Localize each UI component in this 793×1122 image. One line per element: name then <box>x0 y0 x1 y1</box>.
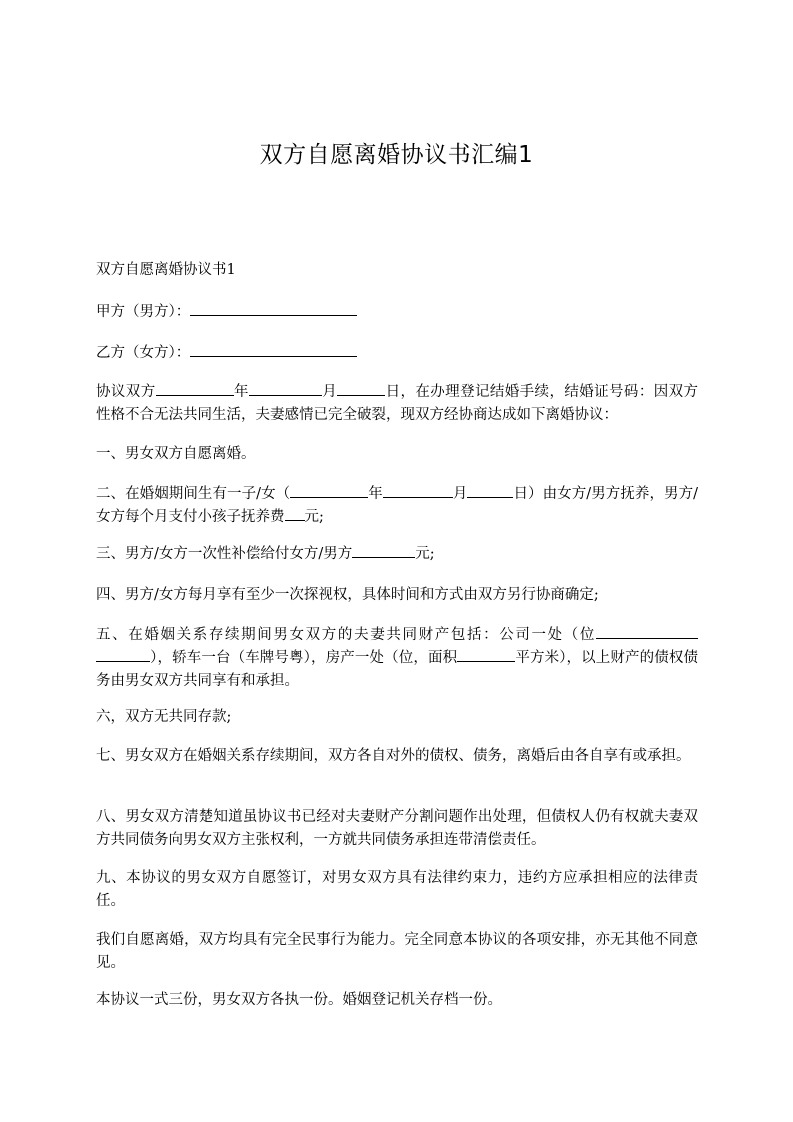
clause-8: 八、男女双方清楚知道虽协议书已经对夫妻财产分割问题作出处理，但债权人仍有权就夫妻双方共同债务向男女双方主张权利，一方就共同债务承担连带清偿责任。 <box>96 809 698 848</box>
clause-3-text: 三、男方/女方一次性补偿给付女方/男方 <box>96 546 353 562</box>
blank <box>290 483 368 498</box>
party-a-line <box>96 301 698 324</box>
document-title: 双方自愿离婚协议书汇编1 <box>259 142 534 168</box>
party-b-label: 乙方（女方）： <box>96 345 191 361</box>
month-text: 月 <box>452 486 468 502</box>
clause-7: 七、男女双方在婚姻关系存续期间，双方各自对外的债权、债务，离婚后由各自享有或承担。 <box>96 748 691 764</box>
copies-paragraph: 本协议一式三份，男女双方各执一份。婚姻登记机关存档一份。 <box>96 992 502 1008</box>
blank <box>96 647 150 662</box>
clause-5-text-cont: ），轿车一台（车牌号粤），房产一处（位，面积 <box>150 650 458 666</box>
blank <box>467 483 513 498</box>
clause-3 <box>96 543 698 566</box>
clause-5 <box>96 624 698 693</box>
clause-2 <box>96 483 698 529</box>
blank <box>457 647 515 662</box>
clause-6: 六，双方无共同存款; <box>96 709 232 725</box>
blank <box>156 381 234 396</box>
blank <box>249 381 322 396</box>
party-b-line <box>96 342 698 365</box>
intro-paragraph <box>96 381 698 427</box>
blank <box>383 483 453 498</box>
intro-text: 协议双方 <box>96 384 156 400</box>
clause-9: 九、本协议的男女双方自愿签订，对男女双方具有法律约束力，违约方应承担相应的法律责任。 <box>96 870 698 909</box>
clause-5-text: 五、在婚姻关系存续期间男女双方的夫妻共同财产包括：公司一处（位 <box>96 627 596 643</box>
year-text: 年 <box>368 486 383 502</box>
clause-2-text-end: 元; <box>304 509 324 525</box>
party-b-blank <box>190 342 357 357</box>
intro-text-cont: 日，在办理登记结婚手续，结婚证号码：因双方性格不合无法共同生活，夫妻感情已完全破裂，现双方经协商达成如下离婚协议： <box>96 384 699 423</box>
blank <box>285 506 305 521</box>
year-text: 年 <box>233 384 249 400</box>
agreement-heading: 双方自愿离婚协议书1 <box>96 262 236 278</box>
statement-paragraph: 我们自愿离婚，双方均具有完全民事行为能力。完全同意本协议的各项安排，亦无其他不同意见。 <box>96 932 698 971</box>
blank <box>596 624 698 639</box>
clause-2-text-cont: 日）由女方/男方抚养，男方/女方每个月支付小孩子抚养费 <box>96 486 699 525</box>
clause-3-text-end: 元; <box>415 546 435 562</box>
party-a-label: 甲方（男方）： <box>96 304 191 320</box>
month-text: 月 <box>321 384 338 400</box>
blank <box>337 381 385 396</box>
clause-4: 四、男方/女方每月享有至少一次探视权，具体时间和方式由双方另行协商确定; <box>96 587 599 603</box>
clause-5-text-end: 平方米），以上财产的债权债务由男女双方共同享有和承担。 <box>96 650 699 689</box>
clause-1: 一、男女双方自愿离婚。 <box>96 446 256 462</box>
clause-2-text: 二、在婚姻期间生有一子/女（ <box>96 486 291 502</box>
party-a-blank <box>190 301 357 316</box>
blank <box>352 543 415 558</box>
